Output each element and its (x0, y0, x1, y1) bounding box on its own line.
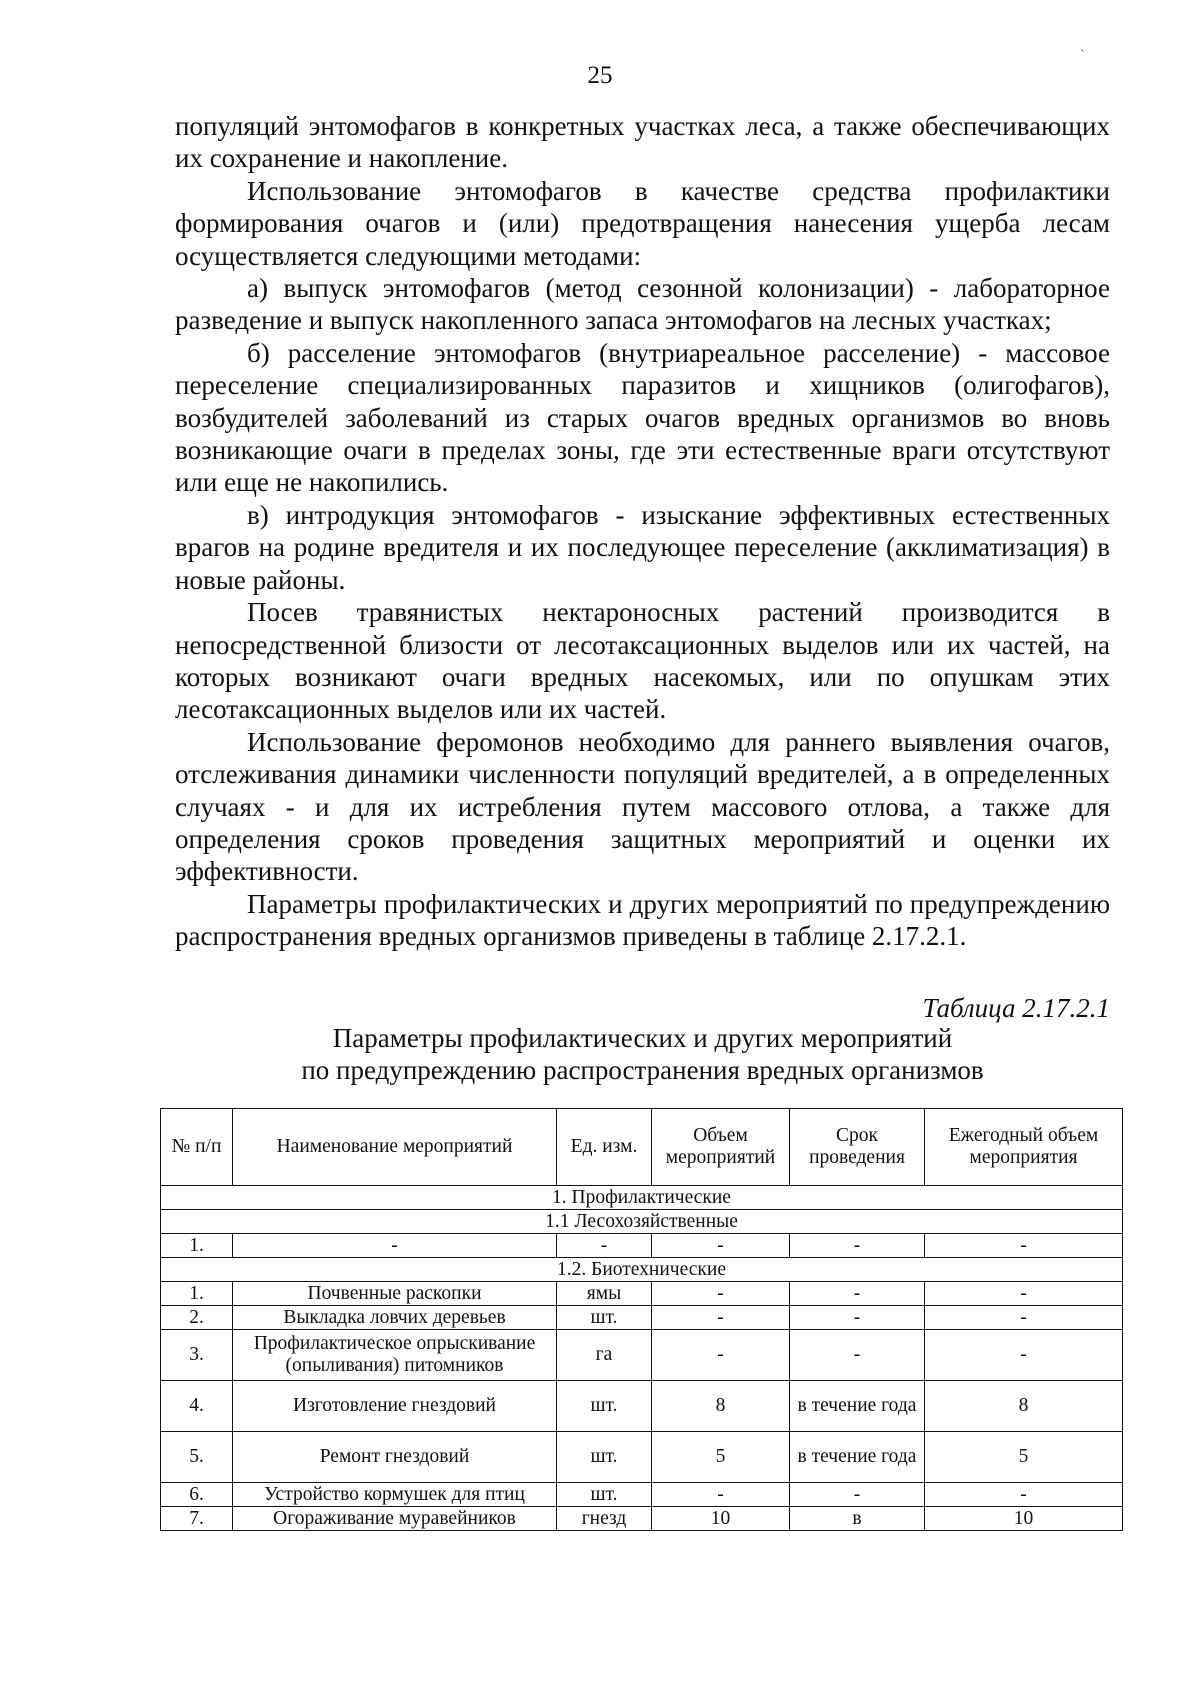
cell-annual: 5 (925, 1432, 1123, 1483)
cell-name: Ремонт гнездовий (233, 1432, 557, 1483)
cell-num: 7. (161, 1507, 233, 1531)
paragraph-2: Использование энтомофагов в качестве средства профилактики формирования очагов и (или) предотвращения нанесения ущерба лесам осуществляется следующими методами: (175, 175, 1110, 271)
table-title (175, 1022, 1110, 1086)
page-number: 25 (587, 62, 613, 89)
section-title: 1. Профилактические (161, 1186, 1123, 1210)
table-title-line-1: Параметры профилактических и других мероприятий (332, 1023, 953, 1053)
cell-term: - (790, 1306, 925, 1330)
cell-term: - (790, 1234, 925, 1258)
cell-annual: - (925, 1282, 1123, 1306)
cell-num: 2. (161, 1306, 233, 1330)
section-row (161, 1210, 1123, 1234)
section-row (161, 1258, 1123, 1282)
table-row (161, 1330, 1123, 1381)
header-annual: Ежегодный объем мероприятия (925, 1109, 1123, 1186)
header-unit: Ед. изм. (557, 1109, 652, 1186)
cell-annual: - (925, 1306, 1123, 1330)
cell-volume: - (652, 1483, 790, 1507)
cell-annual: - (925, 1234, 1123, 1258)
cell-name: Устройство кормушек для птиц (233, 1483, 557, 1507)
cell-volume: - (652, 1234, 790, 1258)
cell-volume: - (652, 1330, 790, 1381)
table-row (161, 1306, 1123, 1330)
cell-annual: - (925, 1483, 1123, 1507)
paragraph-5: в) интродукция энтомофагов - изыскание эффективных естественных врагов на родине вредителя и их последующее переселение (акклиматизация) в новые районы. (175, 499, 1110, 595)
cell-unit: - (557, 1234, 652, 1258)
cell-volume: 5 (652, 1432, 790, 1483)
cell-annual: 8 (925, 1381, 1123, 1432)
cell-unit: шт. (557, 1306, 652, 1330)
cell-term: в течение года (790, 1381, 925, 1432)
cell-num: 6. (161, 1483, 233, 1507)
table-row (161, 1381, 1123, 1432)
table-header-row (161, 1109, 1123, 1186)
cell-volume: 8 (652, 1381, 790, 1432)
paragraph-1: популяций энтомофагов в конкретных участках леса, а также обеспечивающих их сохранение и накопление. (175, 111, 1110, 174)
corner-mark: ` (1080, 48, 1085, 63)
header-volume: Объем мероприятий (652, 1109, 790, 1186)
section-row (161, 1186, 1123, 1210)
table-title-line-2: по предупреждению распространения вредных организмов (301, 1055, 984, 1085)
measures-table (160, 1108, 1123, 1531)
cell-term: - (790, 1330, 925, 1381)
cell-unit: гнезд (557, 1507, 652, 1531)
section-title: 1.1 Лесохозяйственные (161, 1210, 1123, 1234)
paragraph-6: Посев травянистых нектароносных растений производится в непосредственной близости от лесотаксационных выделов или их частей, на которых возникают очаги вредных насекомых, или по опушкам этих лесотаксационных выделов или их частей. (175, 597, 1110, 725)
cell-name: Выкладка ловчих деревьев (233, 1306, 557, 1330)
header-term: Срок проведения (790, 1109, 925, 1186)
cell-name: Огораживание муравейников (233, 1507, 557, 1531)
cell-unit: ямы (557, 1282, 652, 1306)
table-row (161, 1234, 1123, 1258)
table-row (161, 1282, 1123, 1306)
body-text (175, 110, 1110, 953)
cell-term: - (790, 1483, 925, 1507)
table-row (161, 1483, 1123, 1507)
cell-volume: - (652, 1282, 790, 1306)
cell-term: в (790, 1507, 925, 1531)
cell-term: - (790, 1282, 925, 1306)
cell-name: - (233, 1234, 557, 1258)
table-caption: Таблица 2.17.2.1 (922, 993, 1110, 1023)
cell-num: 5. (161, 1432, 233, 1483)
cell-num: 1. (161, 1282, 233, 1306)
cell-name: Изготовление гнездовий (233, 1381, 557, 1432)
cell-term: в течение года (790, 1432, 925, 1483)
cell-volume: - (652, 1306, 790, 1330)
cell-unit: шт. (557, 1381, 652, 1432)
table-row (161, 1507, 1123, 1531)
paragraph-3: а) выпуск энтомофагов (метод сезонной колонизации) - лабораторное разведение и выпуск накопленного запаса энтомофагов на лесных участках; (175, 273, 1110, 336)
paragraph-7: Использование феромонов необходимо для раннего выявления очагов, отслеживания динамики численности популяций вредителей, а в определенных случаях - и для их истребления путем массового отлова, а также для определения сроков проведения защитных мероприятий и оценки их эффективности. (175, 726, 1110, 887)
paragraph-8: Параметры профилактических и других мероприятий по предупреждению распространения вредных организмов приведены в таблице 2.17.2.1. (175, 888, 1110, 952)
section-title: 1.2. Биотехнические (161, 1258, 1123, 1282)
table-row (161, 1432, 1123, 1483)
cell-num: 4. (161, 1381, 233, 1432)
cell-volume: 10 (652, 1507, 790, 1531)
cell-name: Почвенные раскопки (233, 1282, 557, 1306)
cell-unit: шт. (557, 1432, 652, 1483)
cell-num: 3. (161, 1330, 233, 1381)
header-name: Наименование мероприятий (233, 1109, 557, 1186)
cell-annual: 10 (925, 1507, 1123, 1531)
cell-unit: га (557, 1330, 652, 1381)
cell-annual: - (925, 1330, 1123, 1381)
paragraph-4: б) расселение энтомофагов (внутриареальное расселение) - массовое переселение специализированных паразитов и хищников (олигофагов), возбудителей заболеваний из старых очагов вредных организмов во вновь возникающие очаги в пределах зоны, где эти естественные враги отсутствуют или еще не накопились. (175, 337, 1110, 498)
cell-name: Профилактическое опрыскивание (опыливания) питомников (233, 1330, 557, 1381)
header-num: № п/п (161, 1109, 233, 1186)
cell-num: 1. (161, 1234, 233, 1258)
cell-unit: шт. (557, 1483, 652, 1507)
